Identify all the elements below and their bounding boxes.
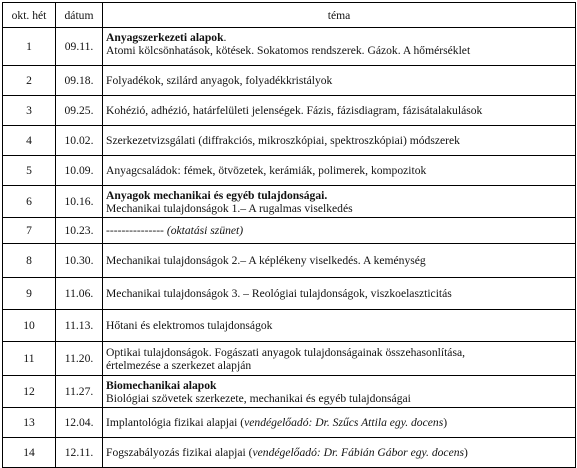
week-cell: 8 <box>3 244 56 278</box>
table-row <box>3 96 576 126</box>
topic-title: Anyagszerkezeti alapok <box>106 31 224 44</box>
topic-text: Implantológia fizikai alapjai ( <box>106 416 245 429</box>
header-week: okt. hét <box>3 3 56 28</box>
table-row <box>3 376 576 408</box>
topic-cell <box>103 438 576 468</box>
table-row <box>3 278 576 310</box>
topic-line: Mechanikai tulajdonságok 1.– A rugalmas viselkedés <box>106 202 353 215</box>
topic-title: Biomechanikai alapok <box>106 379 217 392</box>
week-cell: 11 <box>3 342 56 376</box>
date-cell: 09.18. <box>56 66 103 96</box>
topic-cell <box>103 218 576 244</box>
table-row <box>3 66 576 96</box>
topic-text: Fogszabályozás fizikai alapjai ( <box>106 446 253 459</box>
week-cell: 13 <box>3 408 56 438</box>
table-row <box>3 126 576 156</box>
week-cell: 2 <box>3 66 56 96</box>
topic-cell <box>103 186 576 218</box>
week-cell: 10 <box>3 310 56 342</box>
week-cell: 3 <box>3 96 56 126</box>
table-row <box>3 244 576 278</box>
week-cell: 1 <box>3 28 56 66</box>
table-row <box>3 28 576 66</box>
topic-cell: Anyagcsaládok: fémek, ötvözetek, kerámiák, polimerek, kompozitok <box>103 156 576 186</box>
date-cell: 11.27. <box>56 376 103 408</box>
week-cell: 5 <box>3 156 56 186</box>
date-cell: 11.13. <box>56 310 103 342</box>
topic-line: Optikai tulajdonságok. Fogászati anyagok tulajdonságainak összehasonlítása, <box>106 345 466 359</box>
week-cell: 9 <box>3 278 56 310</box>
topic-cell <box>103 28 576 66</box>
topic-close: ) <box>443 416 448 429</box>
week-cell: 7 <box>3 218 56 244</box>
header-date: dátum <box>56 3 103 28</box>
date-cell: 11.06. <box>56 278 103 310</box>
date-cell: 09.25. <box>56 96 103 126</box>
table-row <box>3 438 576 468</box>
topic-cell: Hőtani és elektromos tulajdonságok <box>103 310 576 342</box>
table-row <box>3 218 576 244</box>
date-cell: 12.04. <box>56 408 103 438</box>
topic-line: értelmezése a szerkezet alapján <box>106 358 252 372</box>
date-cell: 10.16. <box>56 186 103 218</box>
header-topic: téma <box>103 3 576 28</box>
topic-cell <box>103 342 576 376</box>
guest-lecturer: vendégelőadó: Dr. Szűcs Attila egy. docens <box>244 416 444 429</box>
date-cell: 10.02. <box>56 126 103 156</box>
week-cell: 6 <box>3 186 56 218</box>
table-row <box>3 186 576 218</box>
date-cell: 10.23. <box>56 218 103 244</box>
week-cell: 4 <box>3 126 56 156</box>
week-cell: 12 <box>3 376 56 408</box>
topic-cell: Mechanikai tulajdonságok 2.– A képlékeny viselkedés. A keménység <box>103 244 576 278</box>
schedule-table <box>2 2 576 468</box>
topic-cell <box>103 376 576 408</box>
date-cell: 10.30. <box>56 244 103 278</box>
header-row <box>3 3 576 28</box>
topic-close: ) <box>464 446 468 459</box>
topic-cell: Folyadékok, szilárd anyagok, folyadékkristályok <box>103 66 576 96</box>
date-cell: 12.11. <box>56 438 103 468</box>
topic-line: Biológiai szövetek szerkezete, mechanikai és egyéb tulajdonságai <box>106 392 411 405</box>
topic-cell: Kohézió, adhézió, határfelületi jelenségek. Fázis, fázisdiagram, fázisátalakulások <box>103 96 576 126</box>
date-cell: 10.09. <box>56 156 103 186</box>
table-row <box>3 156 576 186</box>
topic-title-suffix: . <box>223 31 227 44</box>
dash-line: --------------- <box>106 224 164 237</box>
topic-cell: Mechanikai tulajdonságok 3. – Reológiai tulajdonságok, viszkoelaszticitás <box>103 278 576 310</box>
topic-line: Atomi kölcsönhatások, kötések. Sokatomos rendszerek. Gázok. A hőmérséklet <box>106 44 471 57</box>
topic-cell <box>103 408 576 438</box>
break-note: (oktatási szünet) <box>166 224 244 237</box>
table-row <box>3 310 576 342</box>
table-row <box>3 342 576 376</box>
topic-cell: Szerkezetvizsgálati (diffrakciós, mikroszkópiai, spektroszkópiai) módszerek <box>103 126 576 156</box>
guest-lecturer: vendégelőadó: Dr. Fábián Gábor egy. docens <box>252 446 465 459</box>
week-cell: 14 <box>3 438 56 468</box>
topic-title: Anyagok mechanikai és egyéb tulajdonságai. <box>106 189 328 202</box>
date-cell: 11.20. <box>56 342 103 376</box>
table-row <box>3 408 576 438</box>
date-cell: 09.11. <box>56 28 103 66</box>
